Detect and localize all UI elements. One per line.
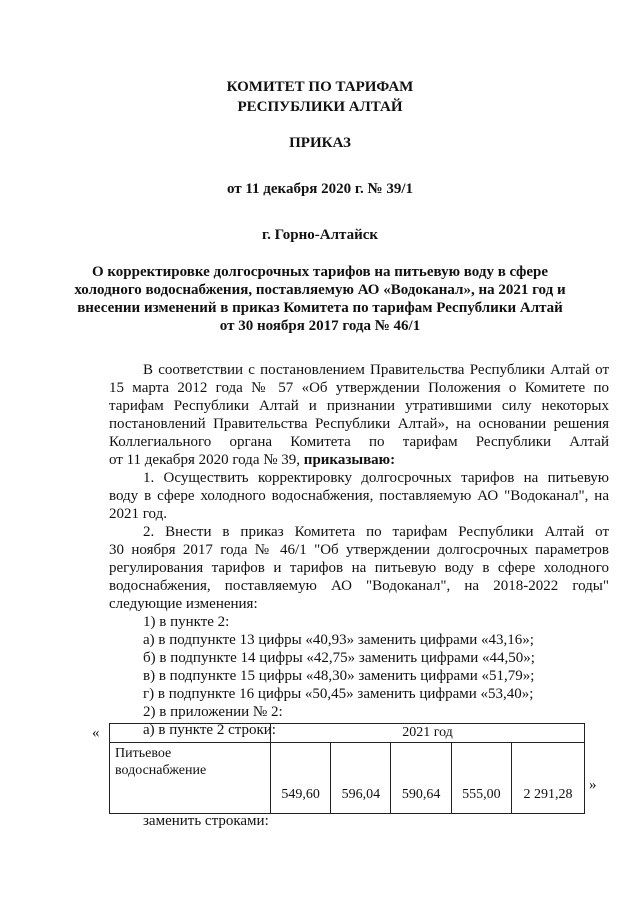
preamble-line-1: В соответствии с постановлением Правительства Республики Алтай от [143, 362, 609, 378]
item2-line-2: 30 ноября 2017 года № 46/1 "Об утверждении долгосрочных параметров [109, 542, 609, 558]
title-line-4: от 30 ноября 2017 года № 46/1 [219, 318, 421, 334]
table-cell: 596,04 [331, 743, 391, 814]
subitem-1a: а) в подпункте 13 цифры «40,93» заменить цифрами «43,16»; [143, 632, 534, 648]
table-cell: 555,00 [451, 743, 511, 814]
preamble-line-6 [109, 451, 395, 469]
quote-close: » [589, 777, 597, 793]
subitem-1d: г) в подпункте 16 цифры «50,45» заменить цифрами «53,40»; [143, 686, 534, 702]
item1-line-2: воду в сфере холодного водоснабжения, поставляемую АО "Водоканал", на [109, 488, 609, 504]
table-row [110, 743, 585, 814]
subitem-1: 1) в пункте 2: [143, 614, 230, 630]
replace-with-text: заменить строками: [143, 813, 269, 829]
subitem-1c: в) в подпункте 15 цифры «48,30» заменить цифрами «51,79»; [143, 668, 535, 684]
preamble-line-3: тарифам Республики Алтай и признании утратившими силу некоторых [109, 398, 609, 414]
item2-line-3: регулирования тарифов и тарифов на питьевую воду в сфере холодного [109, 560, 609, 576]
quote-open: « [92, 725, 100, 741]
table-year-header: 2021 год [271, 724, 585, 743]
item2-line-4: водоснабжения, поставляемую АО "Водоканал", на 2018-2022 годы" [109, 578, 609, 594]
preamble-line-2: 15 марта 2012 года № 57 «Об утверждении Положения о Комитете по [109, 380, 609, 396]
title-line-3: внесении изменений в приказ Комитета по тарифам Республики Алтай [77, 300, 563, 316]
title-line-1: О корректировке долгосрочных тарифов на питьевую воду в сфере [91, 264, 549, 280]
order-word: приказываю: [303, 452, 396, 468]
document-city: г. Горно-Алтайск [261, 227, 379, 243]
item1-line-1: 1. Осуществить корректировку долгосрочных тарифов на питьевую [143, 470, 609, 486]
item2-line-1: 2. Внести в приказ Комитета по тарифам Республики Алтай от [143, 524, 609, 540]
committee-name-line1: КОМИТЕТ ПО ТАРИФАМ [226, 79, 414, 95]
tariff-table [109, 723, 585, 814]
table-cell: 2 291,28 [511, 743, 584, 814]
subitem-2: 2) в приложении № 2: [143, 704, 283, 720]
table-cell: 590,64 [391, 743, 451, 814]
preamble-line-6-text: от 11 декабря 2020 года № 39, [109, 452, 301, 468]
subitem-1b: б) в подпункте 14 цифры «42,75» заменить цифрами «44,50»; [143, 650, 535, 666]
committee-name-line2: РЕСПУБЛИКИ АЛТАЙ [237, 99, 403, 115]
table-row-name: Питьевое водоснабжение [110, 743, 271, 814]
subitem-2a: а) в пункте 2 строки: [143, 722, 276, 738]
title-line-2: холодного водоснабжения, поставляемую АО «Водоканал», на 2021 год и [74, 282, 566, 298]
document-type: ПРИКАЗ [289, 135, 351, 151]
preamble-line-5: Коллегиального органа Комитета по тарифам Республики Алтай [109, 434, 609, 450]
item2-line-5: следующие изменения: [109, 596, 258, 612]
table-cell: 549,60 [271, 743, 331, 814]
item1-line-3: 2021 год. [109, 506, 167, 522]
document-date-number: от 11 декабря 2020 г. № 39/1 [226, 181, 414, 197]
preamble-line-4: постановлений Правительства Республики Алтай», на основании решения [109, 416, 609, 432]
